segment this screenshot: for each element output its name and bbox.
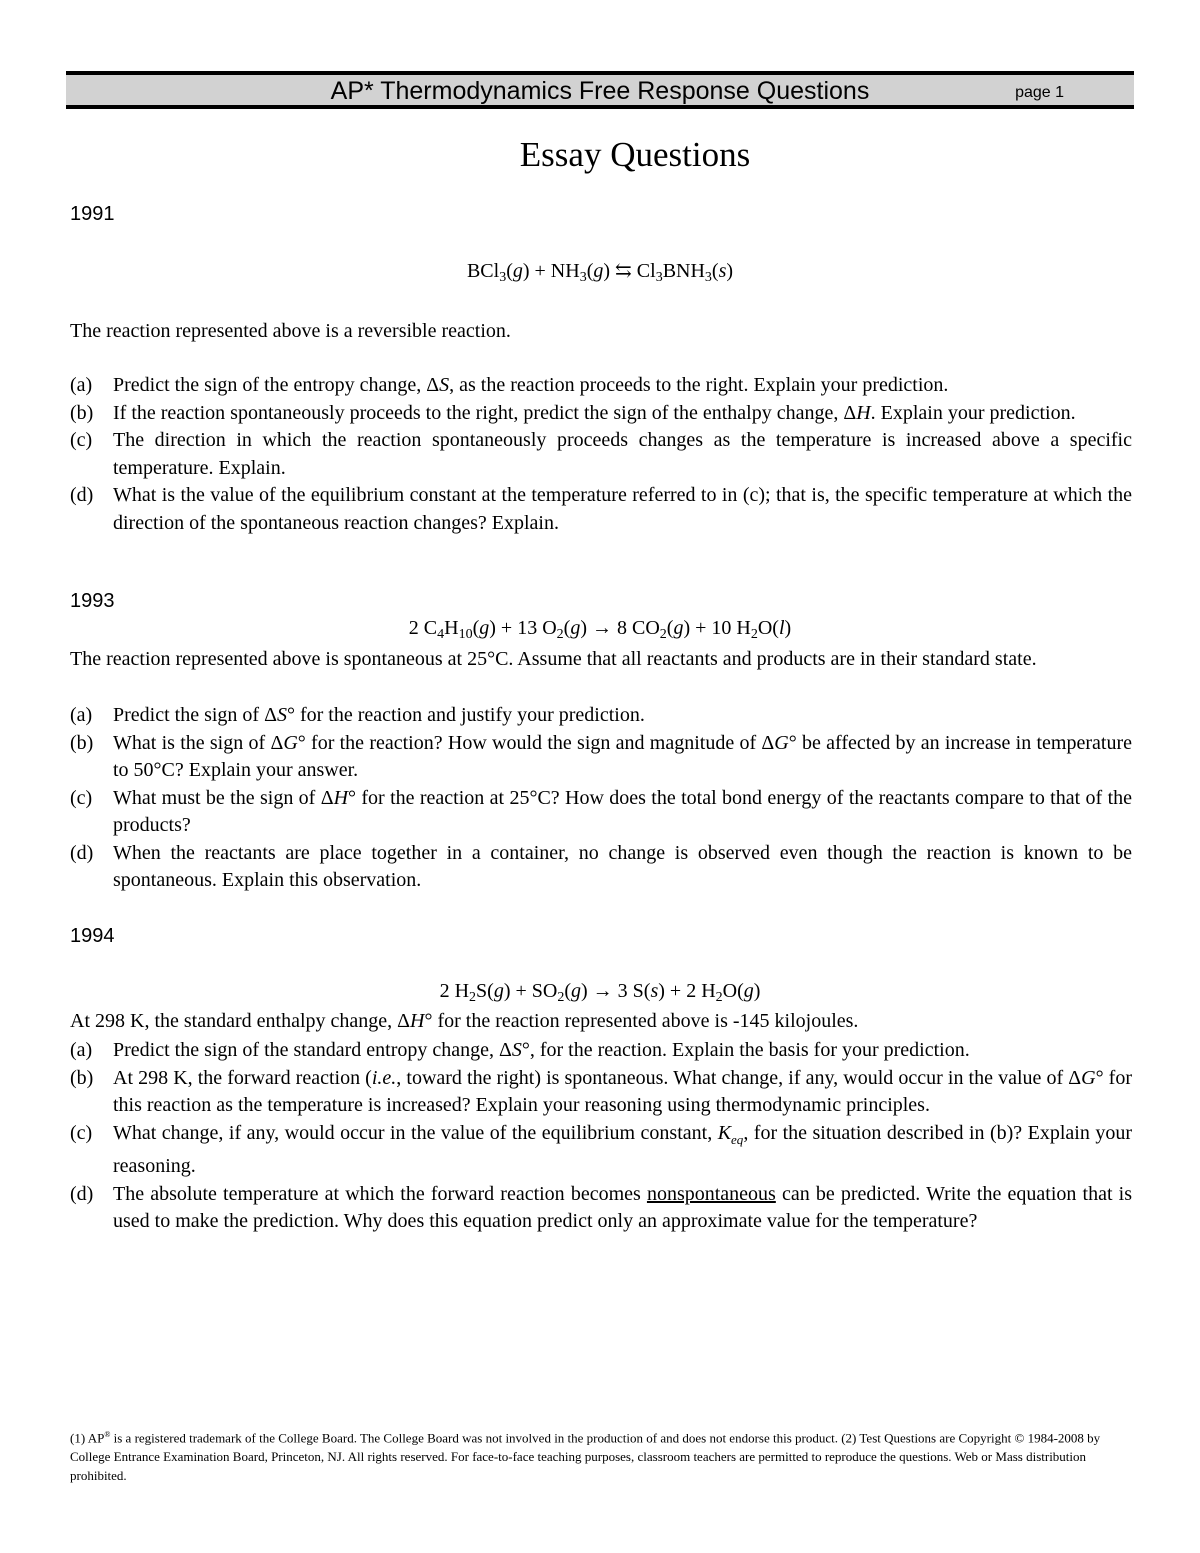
- question-text: Predict the sign of ΔS° for the reaction and justify your prediction.: [113, 704, 645, 726]
- equation-1994: 2 $H_2S(g) + SO_2(g) \to 3$ S(s) + 2 $H_2O(g)$: [439, 980, 761, 1005]
- question-text: What is the value of the equilibrium constant at the temperature referred to in (c); that is, the specific temperature at which the direction of the spontaneous reaction changes? Explain.: [113, 484, 1132, 534]
- list-item: (b) What is the sign of ΔG° for the reaction? How would the sign and magnitude of ΔG° be affected by an increase in temperature to 50°C? Explain your answer.: [70, 731, 1132, 781]
- question-text: What is the sign of ΔG° for the reaction? How would the sign and magnitude of ΔG° be affected by an increase in temperature to 50°C? Explain your answer.: [113, 731, 1132, 781]
- list-item: (c) What must be the sign of ΔH° for the reaction at 25°C? How does the total bond energy of the reactants compare to that of the products?: [70, 786, 1132, 836]
- question-list-1991: [70, 372, 1132, 537]
- list-item: (b) If the reaction spontaneously proceeds to the right, predict the sign of the enthalpy change, ΔH. Explain your prediction.: [70, 401, 1076, 424]
- question-text: Predict the sign of the entropy change, ΔS, as the reaction proceeds to the right. Explain your prediction.: [113, 374, 949, 396]
- list-item: (c) What change, if any, would occur in the value of the equilibrium constant, $K_{eq}$, for the situation described in (b)? Explain your reasoning.: [70, 1121, 1132, 1177]
- header-bar: [66, 71, 1134, 109]
- list-item: (a) Predict the sign of the entropy change, ΔS, as the reaction proceeds to the right. Explain your prediction.: [70, 374, 949, 396]
- equation-1993: 2 $C_4H_{10}(g) + 13$ $O_2(g) \to 8$ $CO_2(g) + 10$ $H_2O(l)$: [408, 617, 792, 642]
- list-item: (d) What is the value of the equilibrium constant at the temperature referred to in (c); that is, the specific temperature at which the direction of the spontaneous reaction changes? Explain.: [70, 484, 1132, 534]
- question-text: When the reactants are place together in a container, no change is observed even though the reaction is known to be spontaneous. Explain this observation.: [113, 841, 1132, 891]
- section-1993-intro: The reaction represented above is spontaneous at 25°C. Assume that all reactants and products are in their standard state.: [70, 648, 1037, 670]
- list-item: (a) Predict the sign of the standard entropy change, ΔS°, for the reaction. Explain the basis for your prediction.: [70, 1039, 970, 1061]
- question-text: At 298 K, the forward reaction (i.e., toward the right) is spontaneous. What change, if any, would occur in the value of ΔG° for this reaction as the temperature is increased? Explain your reasoning using thermodynamic principles.: [113, 1066, 1132, 1116]
- header-title: AP* Thermodynamics Free Response Questions: [330, 77, 870, 105]
- page-title: Essay Questions: [519, 135, 751, 174]
- question-list-1993: [70, 702, 1132, 895]
- section-1994-intro: At 298 K, the standard enthalpy change, ΔH° for the reaction represented above is -145 kilojoules.: [70, 1010, 859, 1032]
- equation-1991: $BCl_3(g) + NH_3(g)$ ⇆ $Cl_3BNH_3(s)$: [466, 260, 734, 285]
- year-1991-heading: 1991: [70, 203, 115, 225]
- page-number: page 1: [1015, 84, 1064, 101]
- list-item: (c) The direction in which the reaction spontaneously proceeds changes as the temperature is increased above a specific temperature. Explain.: [70, 429, 1132, 479]
- year-1994-heading: 1994: [70, 925, 115, 947]
- question-list-1994: [70, 1037, 1132, 1236]
- question-text: The direction in which the reaction spontaneously proceeds changes as the temperature is increased above a specific temperature. Explain.: [113, 429, 1132, 479]
- question-text: Predict the sign of the standard entropy change, ΔS°, for the reaction. Explain the basis for your prediction.: [113, 1039, 970, 1061]
- year-1993-heading: 1993: [70, 590, 115, 612]
- question-text: If the reaction spontaneously proceeds to the right, predict the sign of the enthalpy change, ΔH. Explain your prediction.: [113, 401, 1076, 424]
- question-text: The absolute temperature at which the forward reaction becomes nonspontaneous can be predicted. Write the equation that is used to make the prediction. Why does this equation predict only an approximate value for the temperature?: [113, 1182, 1132, 1232]
- list-item: (d) The absolute temperature at which the forward reaction becomes nonspontaneous can be predicted. Write the equation that is used to make the prediction. Why does this equation predict only an approximate value for the temperature?: [70, 1182, 1132, 1232]
- list-item: (b) At 298 K, the forward reaction (i.e., toward the right) is spontaneous. What change, if any, would occur in the value of ΔG° for this reaction as the temperature is increased? Explain your reasoning using thermodynamic principles.: [70, 1066, 1132, 1116]
- list-item: (d) When the reactants are place together in a container, no change is observed even though the reaction is known to be spontaneous. Explain this observation.: [70, 841, 1132, 891]
- copyright-footer: (1) AP® is a registered trademark of the College Board. The College Board was not involved in the production of and does not endorse this product. (2) Test Questions are Copyright © 1984-2008 by College Entrance Examination Board, Princeton, NJ. All rights reserved. For face-to-face teaching purposes, classroom teachers are permitted to reproduce the questions. Web or Mass distribution prohibited.: [70, 1430, 1101, 1484]
- question-text: What must be the sign of ΔH° for the reaction at 25°C? How does the total bond energy of the reactants compare to that of the products?: [113, 786, 1132, 836]
- question-text: What change, if any, would occur in the value of the equilibrium constant, $K_{eq}$, for the situation described in (b)? Explain your reasoning.: [113, 1121, 1132, 1177]
- section-1991-intro: The reaction represented above is a reversible reaction.: [70, 320, 511, 342]
- list-item: (a) Predict the sign of ΔS° for the reaction and justify your prediction.: [70, 704, 645, 726]
